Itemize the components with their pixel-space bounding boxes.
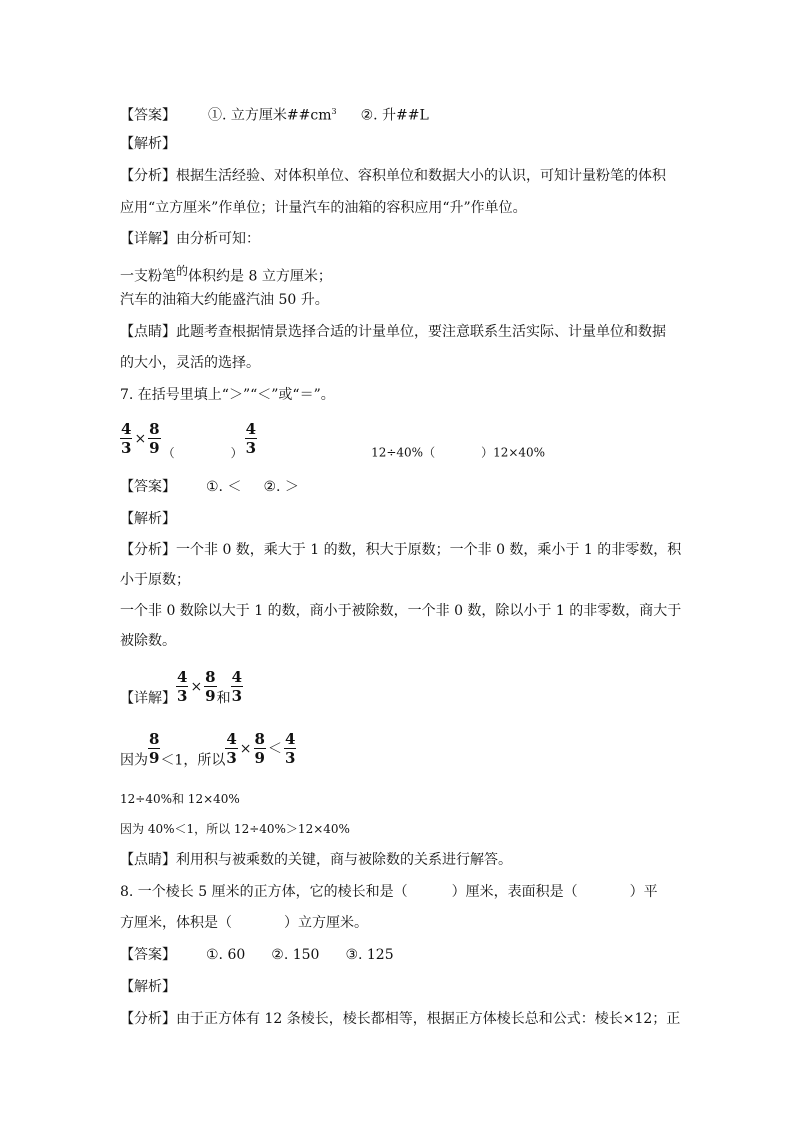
q8-question-line2: 方厘米，体积是（ ）立方厘米。 — [120, 915, 368, 931]
q8-analysis-tag: 【解析】 — [120, 979, 176, 995]
detail-tag: 【详解】 — [120, 231, 176, 247]
fraction-8-9: $\frac{8}{9}$ — [149, 420, 160, 457]
q7-fenxi-line4: 被除数。 — [120, 633, 176, 649]
q7-because-row: 因为 $\frac{8}{9}$ ＜1，所以 $\frac{4}{3}$ × $\frac{8}{9}$ ＜ $\frac{4}{3}$ — [120, 730, 296, 769]
q6-chalk-line: 一支粉笔的体积约是 8 立方厘米； — [120, 264, 332, 285]
q6-detail: 【详解】由分析可知： — [120, 231, 260, 247]
q6-analysis-tag: 【解析】 — [120, 136, 176, 152]
blank-open: （ — [162, 445, 175, 460]
q8-answer-row: 【答案】 ①. 60 ②. 150 ③. 125 — [120, 947, 394, 963]
answer-tag: 【答案】 — [120, 107, 176, 124]
q6-fenxi-line2: 应用“立方厘米”作单位；计量汽车的油箱的容积应用“升”作单位。 — [120, 200, 527, 216]
fenxi-tag: 【分析】 — [120, 168, 176, 184]
superscript-3: 3 — [331, 107, 337, 116]
q7-detail-row: 【详解】 $\frac{4}{3}$ × $\frac{8}{9}$ 和 $\frac{4}{3}$ — [120, 668, 243, 707]
fraction-4-3-f: $\frac{4}{3}$ — [284, 730, 296, 767]
fraction-8-9-d: $\frac{8}{9}$ — [254, 730, 265, 767]
q6-car-line: 汽车的油箱大约能盛汽油 50 升。 — [120, 292, 329, 308]
q7-point: 【点睛】利用积与被乘数的关键，商与被除数的关系进行解答。 — [120, 852, 512, 868]
fraction-4-3-c: $\frac{4}{3}$ — [177, 668, 188, 705]
q7-answer-row: 【答案】 ①. ＜ ②. ＞ — [120, 479, 299, 495]
fraction-8-9-b: $\frac{8}{9}$ — [205, 668, 216, 705]
q7-expression-row — [120, 420, 545, 460]
fraction-4-3-e: $\frac{4}{3}$ — [226, 730, 237, 767]
fraction-4-3: $\frac{4}{3}$ — [121, 420, 132, 457]
fraction-4-3-b: $\frac{4}{3}$ — [245, 420, 257, 457]
answer-item-1: ①. 立方厘米##cm — [208, 107, 332, 124]
times-sign: × — [134, 430, 147, 447]
q7-analysis-tag: 【解析】 — [120, 511, 176, 527]
answer-item-2: ②. 升##L — [360, 107, 429, 124]
q6-answer-row — [120, 102, 429, 126]
expr2-right: ）12×40% — [481, 445, 546, 460]
q6-fenxi-line1: 【分析】根据生活经验、对体积单位、容积单位和数据大小的认识，可知计量粉笔的体积 — [120, 168, 666, 184]
q7-fenxi-line2: 小于原数； — [120, 572, 190, 588]
q7-fenxi-line1: 【分析】一个非 0 数，乘大于 1 的数，积大于原数；一个非 0 数，乘小于 1 的非零数，积 — [120, 542, 682, 558]
fraction-4-3-d: $\frac{4}{3}$ — [231, 668, 243, 705]
q6-point-line2: 的大小，灵活的选择。 — [120, 355, 260, 371]
point-tag: 【点睛】 — [120, 324, 176, 340]
q8-question-line1: 8. 一个棱长 5 厘米的正方体，它的棱长和是（ ）厘米，表面积是（ ）平 — [120, 884, 658, 900]
q7-expr-line: 12÷40%和 12×40% — [120, 792, 240, 806]
q7-question: 7. 在括号里填上“＞”“＜”或“＝”。 — [120, 387, 335, 403]
expr2-left: 12÷40%（ — [371, 445, 436, 460]
blank-close: ） — [230, 445, 243, 460]
q8-fenxi-line1: 【分析】由于正方体有 12 条棱长，棱长都相等，根据正方体棱长总和公式：棱长×12；正 — [120, 1011, 681, 1027]
q7-fenxi-line3: 一个非 0 数除以大于 1 的数，商小于被除数，一个非 0 数，除以小于 1 的非零数，商大于 — [120, 603, 682, 619]
q7-because2-line: 因为 40%＜1，所以 12÷40%＞12×40% — [120, 822, 350, 836]
q6-point-line1: 【点睛】此题考查根据情景选择合适的计量单位，要注意联系生活实际、计量单位和数据 — [120, 324, 666, 340]
fraction-8-9-c: $\frac{8}{9}$ — [149, 730, 160, 767]
